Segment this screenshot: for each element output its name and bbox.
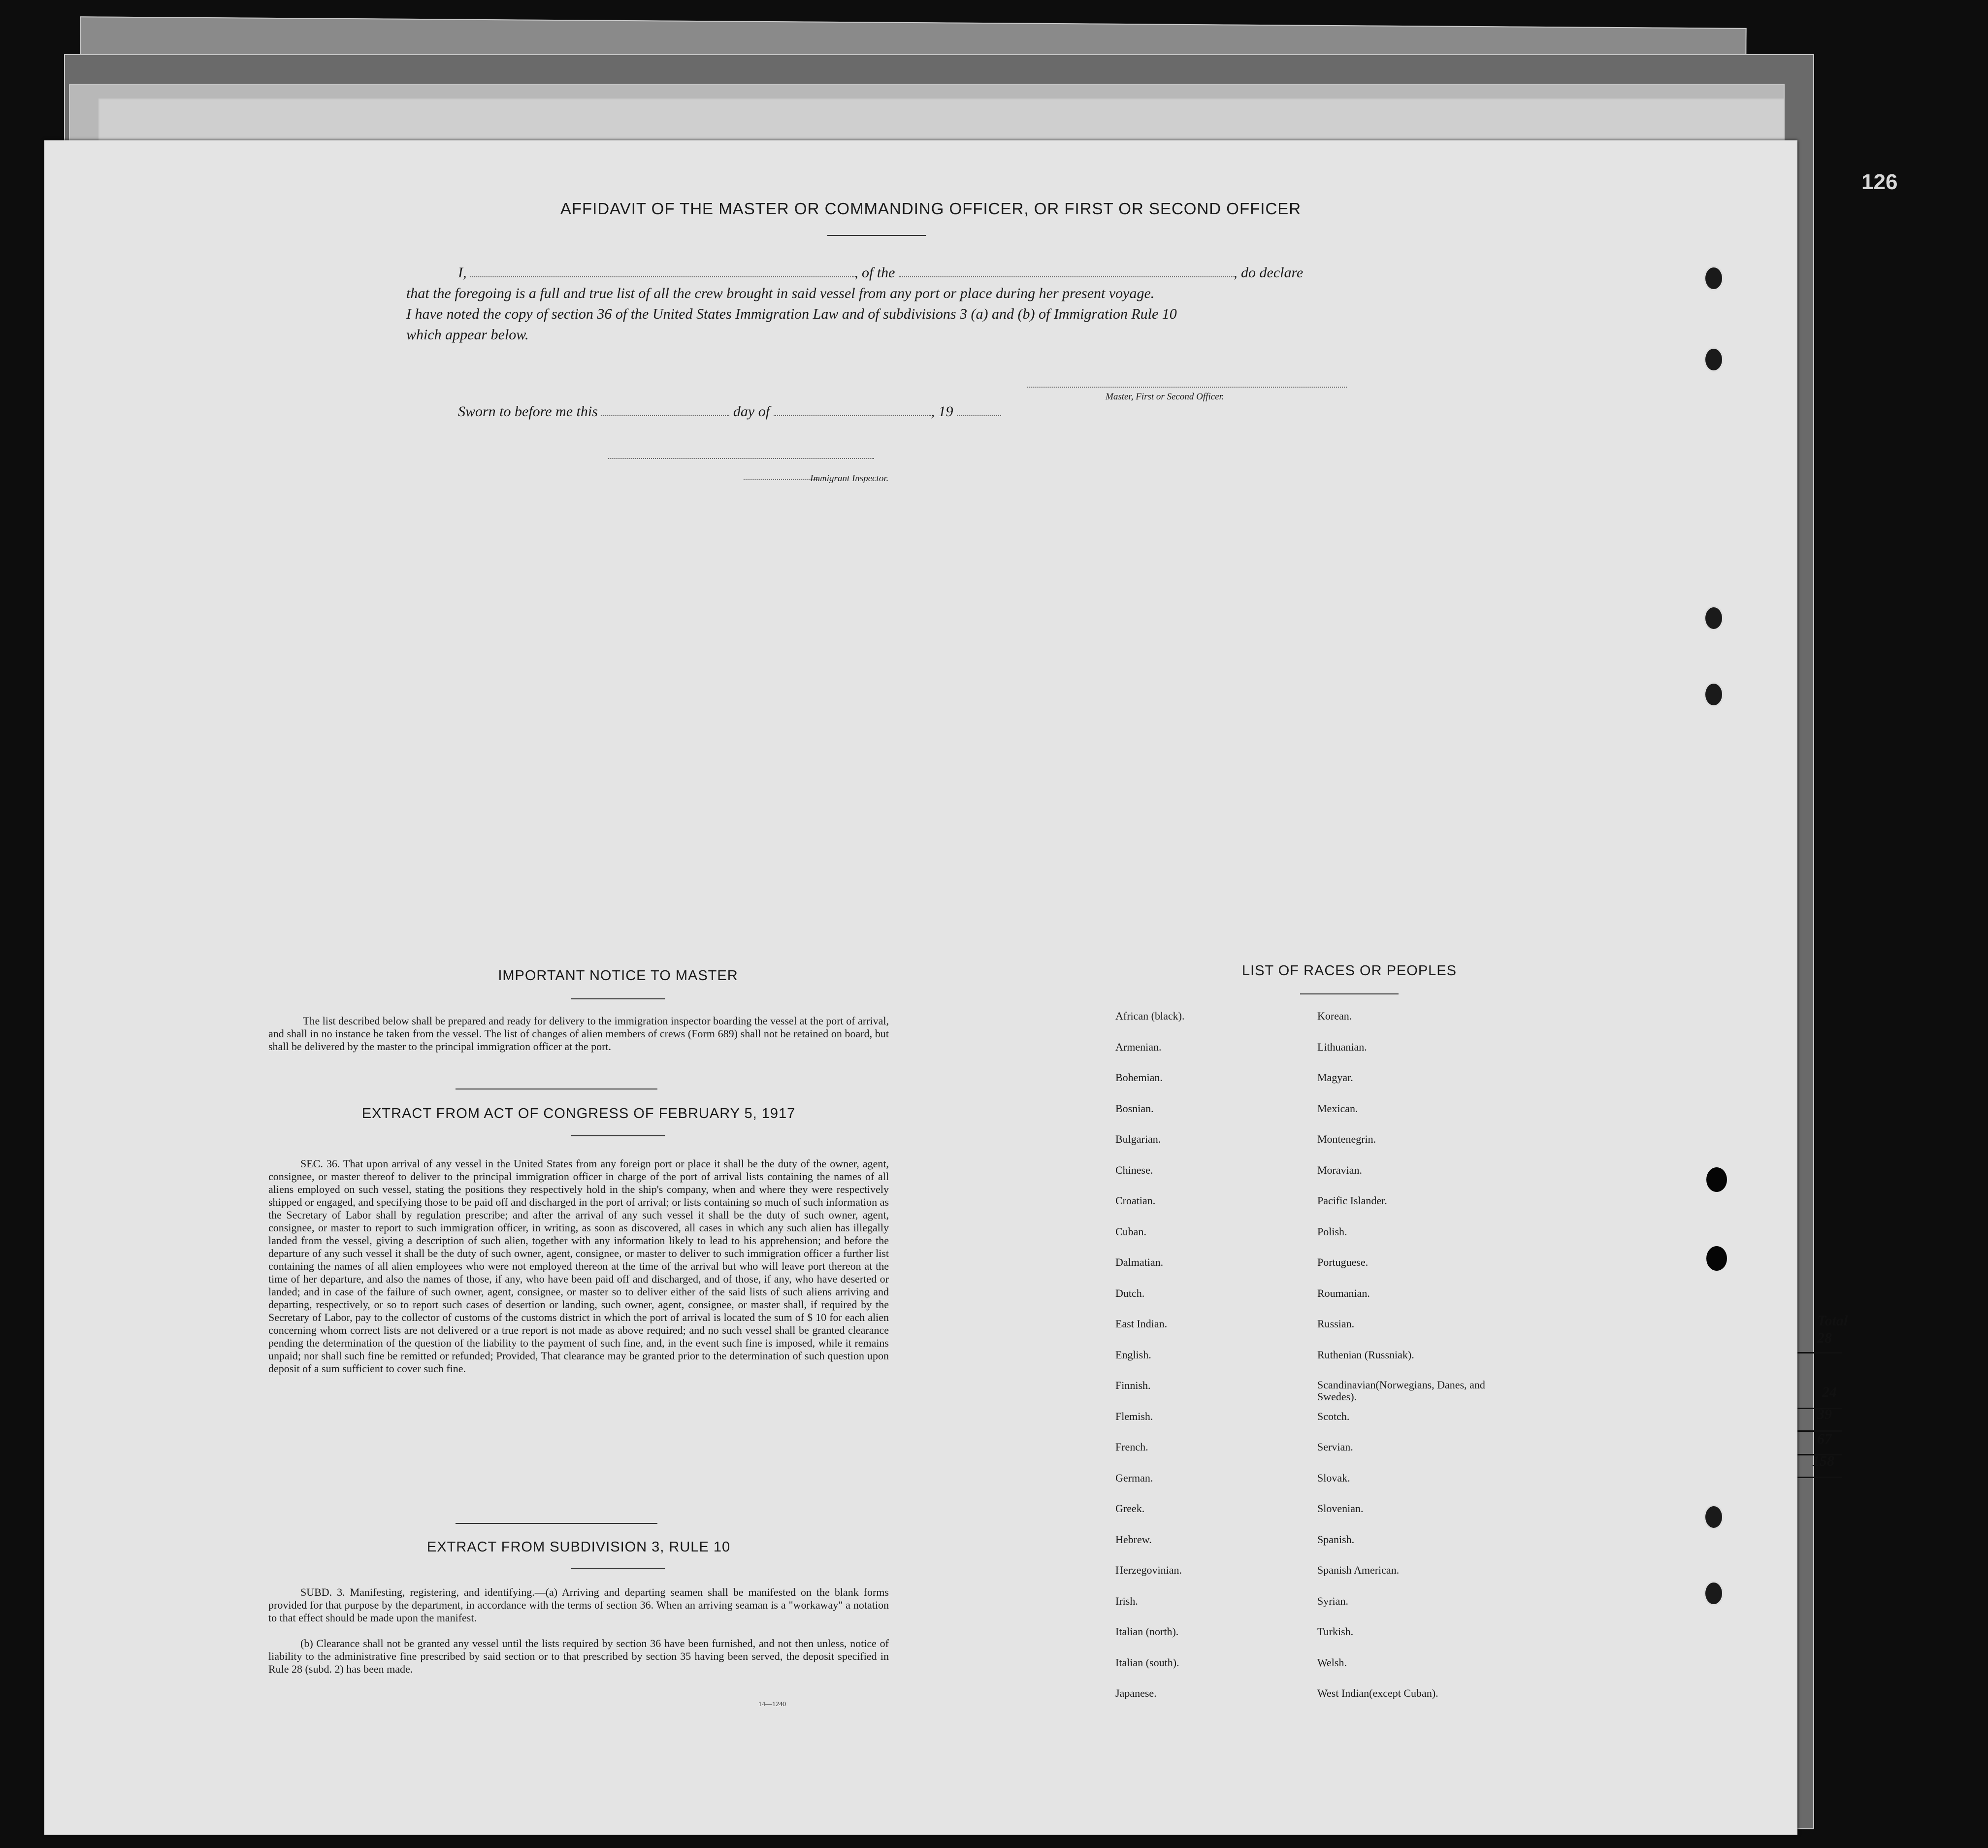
race-item: Pacific Islander. <box>1317 1194 1387 1207</box>
race-item: French. <box>1115 1441 1148 1453</box>
race-item: Montenegrin. <box>1317 1133 1376 1145</box>
month-blank <box>774 410 931 416</box>
sworn-text-2: day of <box>733 403 770 420</box>
affidavit-line-4: which appear below. <box>406 327 529 343</box>
tally-value: 67 <box>1817 1431 1832 1447</box>
punch-hole <box>1706 1167 1727 1192</box>
affidavit-declare: , do declare <box>1234 264 1304 281</box>
tally-label: Total <box>1817 1313 1848 1329</box>
act-title: EXTRACT FROM ACT OF CONGRESS OF FEBRUARY 5, 1917 <box>361 1106 796 1122</box>
race-item: African (black). <box>1115 1010 1185 1022</box>
race-item: Italian (north). <box>1115 1625 1179 1638</box>
race-item: Servian. <box>1317 1441 1353 1453</box>
race-item: English. <box>1115 1348 1151 1361</box>
races-title-rule <box>1300 993 1399 994</box>
race-item: German. <box>1115 1471 1153 1484</box>
notice-title: IMPORTANT NOTICE TO MASTER <box>498 968 738 984</box>
rule-title-rule <box>571 1568 665 1569</box>
punch-hole <box>1704 347 1724 372</box>
tally-value: 158 <box>1812 1453 1834 1469</box>
race-item: Mexican. <box>1317 1102 1358 1115</box>
form-number: 14—1240 <box>758 1701 786 1708</box>
rule-text-b: (b) Clearance shall not be granted any vessel until the lists required by section 36 have been furnished, and not then unless, notice of liability to the administrative fine prescribed by said section or to that prescribed by section 35 having been served, the deposit specified in Rule 28 (subd. 2) has been made. <box>268 1637 889 1675</box>
race-item: Polish. <box>1317 1225 1347 1238</box>
race-item: Syrian. <box>1317 1594 1348 1607</box>
manifest-back-page <box>44 140 1797 1835</box>
signature-caption: Master, First or Second Officer. <box>1106 392 1224 402</box>
races-column-1 <box>1115 1010 1293 1718</box>
tally-value: 28 <box>1817 1330 1832 1346</box>
punch-hole <box>1704 1505 1724 1529</box>
race-item: Bohemian. <box>1115 1071 1163 1084</box>
affidavit-line-2: that the foregoing is a full and true list of all the crew brought in said vessel from any port or place during her present voyage. <box>406 285 1155 301</box>
year-blank <box>957 410 1001 416</box>
page-number: 126 <box>1861 170 1898 194</box>
race-item: Hebrew. <box>1115 1533 1152 1546</box>
punch-hole <box>1704 682 1724 707</box>
punch-hole <box>1704 606 1724 630</box>
race-item: Roumanian. <box>1317 1287 1370 1299</box>
act-title-rule <box>571 1135 665 1136</box>
title-rule <box>827 235 926 236</box>
race-item: Herzegovinian. <box>1115 1564 1182 1576</box>
affidavit-of-the: , of the <box>854 264 895 281</box>
race-item: Bosnian. <box>1115 1102 1154 1115</box>
race-item: Bulgarian. <box>1115 1133 1161 1145</box>
tally-value: 24 <box>1822 1384 1837 1400</box>
affidavit-line-3: I have noted the copy of section 36 of the United States Immigration Law and of subdivisions 3 (a) and (b) of Immigration Rule 10 <box>406 306 1177 322</box>
race-item: Italian (south). <box>1115 1656 1179 1669</box>
punch-hole <box>1706 1246 1727 1271</box>
section-rule <box>456 1523 657 1524</box>
inspector-signature-line <box>608 458 874 459</box>
race-item: Turkish. <box>1317 1625 1354 1638</box>
race-item: Dutch. <box>1115 1287 1145 1299</box>
race-item: Portuguese. <box>1317 1256 1369 1268</box>
race-item: Scotch. <box>1317 1410 1350 1422</box>
race-item: Scandinavian(Norwegians, Danes, and Swedes). <box>1317 1379 1485 1403</box>
race-item: Moravian. <box>1317 1163 1363 1176</box>
race-item: Welsh. <box>1317 1656 1347 1669</box>
race-item: Korean. <box>1317 1010 1352 1022</box>
race-item: Lithuanian. <box>1317 1040 1367 1053</box>
affidavit-title: AFFIDAVIT OF THE MASTER OR COMMANDING OFFICER, OR FIRST OR SECOND OFFICER <box>560 199 1302 218</box>
affidavit-line-1 <box>458 263 1418 283</box>
race-item: Finnish. <box>1115 1379 1151 1391</box>
race-item: Spanish. <box>1317 1533 1355 1546</box>
act-text: SEC. 36. That upon arrival of any vessel in the United States from any foreign port or place it shall be the duty of the owner, agent, consignee, or master thereof to deliver to the principal immigration officer in charge of the port of arrival lists containing the names of all aliens employed on such vessel, stating the positions they respectively hold in the ship's company, when and where they were respectively shipped or engaged, and specifying those to be paid off and discharged in the port of arrival; or lists containing so much of such information as the Secretary of Labor shall by regulation prescribe; and after the arrival of any such vessel it shall be the duty of such owner, agent, consignee, or master to report to such immigration officer, in writing, as soon as discovered, all cases in which any such alien has illegally landed from the vessel, giving a description of such alien, together with any information likely to lead to his apprehension; and before the departure of any such vessel it shall be the duty of such owner, agent, consignee, or master to deliver to such immigration officer a further list containing the names of all alien employees who were not employed thereon at the time of the arrival but who will leave port thereon at the time of her departure, and also the names of those, if any, who have been paid off and discharged, and of those, if any, who have deserted or landed; and in case of the failure of such owner, agent, consignee, or master so to deliver either of the said lists of such aliens arriving and departing, respectively, or so to report such cases of desertion or landing, such owner, agent, consignee, or master shall, if required by the Secretary of Labor, pay to the collector of customs of the customs district in which the port of arrival is located the sum of $ 10 for each alien concerning whom correct lists are not delivered or a true report is not made as above required; and no such vessel shall be granted clearance pending the determination of the question of the liability to the payment of such fine, and, in the event such fine is imposed, while it remains unpaid; nor shall such fine be remitted or refunded; Provided, That clearance may be granted prior to the determination of such question upon deposit of a sum sufficient to cover such fine. <box>268 1157 889 1375</box>
rule-title: EXTRACT FROM SUBDIVISION 3, RULE 10 <box>426 1539 731 1555</box>
notice-title-rule <box>571 998 665 999</box>
races-column-2 <box>1317 1010 1524 1718</box>
race-item: Flemish. <box>1115 1410 1153 1422</box>
inspector-caption: Immigrant Inspector. <box>810 473 889 484</box>
race-item: Chinese. <box>1115 1163 1153 1176</box>
race-item: East Indian. <box>1115 1318 1168 1330</box>
inspector-caption-line <box>744 479 817 480</box>
notice-text: The list described below shall be prepared and ready for delivery to the immigration inspector boarding the vessel at the port of arrival, and shall in no instance be taken from the vessel. The list of changes of alien members of crews (Form 689) shall not be retained on board, but shall be delivered by the master to the principal immigration officer at the port. <box>268 1015 889 1053</box>
affidavit-i: I, <box>458 264 467 281</box>
race-item: Croatian. <box>1115 1194 1156 1207</box>
race-item: Japanese. <box>1115 1687 1157 1699</box>
sworn-line <box>458 401 1295 422</box>
rule-text-a: SUBD. 3. Manifesting, registering, and identifying.—(a) Arriving and departing seamen shall be manifested on the blank forms provided for that purpose by the department, in accordance with the terms of section 36. When an arriving seaman is a "workaway" a notation to that effect should be made upon the manifest. <box>268 1586 889 1624</box>
race-item: Russian. <box>1317 1318 1355 1330</box>
race-item: Cuban. <box>1115 1225 1146 1238</box>
race-item: Magyar. <box>1317 1071 1353 1084</box>
day-blank <box>601 410 729 416</box>
sworn-text-1: Sworn to before me this <box>458 403 598 420</box>
race-item: Dalmatian. <box>1115 1256 1164 1268</box>
punch-hole <box>1704 1581 1724 1606</box>
race-item: Armenian. <box>1115 1040 1162 1053</box>
name-blank <box>470 271 854 277</box>
sworn-text-3: , 19 <box>931 403 953 420</box>
race-item: Slovak. <box>1317 1471 1350 1484</box>
vessel-blank <box>899 271 1234 277</box>
race-item: Irish. <box>1115 1594 1138 1607</box>
race-item: West Indian(except Cuban). <box>1317 1687 1438 1699</box>
races-title: LIST OF RACES OR PEOPLES <box>1241 963 1457 979</box>
punch-hole <box>1704 266 1724 291</box>
race-item: Spanish American. <box>1317 1564 1400 1576</box>
race-item: Greek. <box>1115 1502 1145 1515</box>
tally-value: 39 <box>1817 1406 1832 1422</box>
race-item: Slovenian. <box>1317 1502 1364 1515</box>
signature-line <box>1027 387 1347 388</box>
race-item: Ruthenian (Russniak). <box>1317 1348 1414 1361</box>
